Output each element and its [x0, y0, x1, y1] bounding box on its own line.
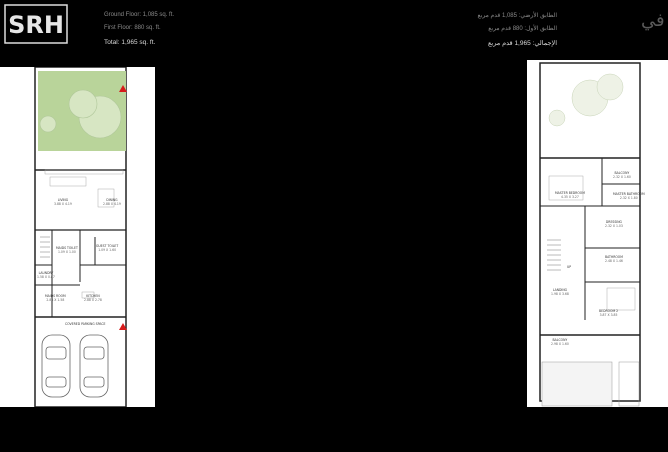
total-area-ar: الإجمالي: 1,965 قدم مربع: [487, 40, 557, 47]
ground-floor-sheet: [0, 67, 155, 407]
room-label: BALCONY 2.32 X 1.60: [613, 171, 631, 179]
room-label: KITCHEN 2.88 X 2.78: [84, 294, 102, 302]
staircase: [40, 237, 50, 257]
stair-direction-label: UP: [567, 265, 572, 269]
car-icon: [42, 335, 70, 397]
bed: [607, 288, 635, 310]
staircase: [547, 240, 561, 270]
ground-floor-area-ar: الطابق الأرضي: 1,085 قدم مربع: [477, 13, 557, 19]
room-label: LAUNDRY 1.58 X 0.87: [37, 271, 55, 279]
room-label: BEDROOM 2 3.87 X 3.85: [599, 309, 619, 317]
first-floor-area-ar: الطابق الأول: 880 قدم مربع: [488, 26, 557, 32]
first-floor-area: First Floor: 880 sq. ft.: [104, 25, 161, 31]
room-label: MASTER BATHROOM 2.32 X 1.80: [613, 192, 645, 200]
garden-tree: [40, 116, 56, 132]
room-label: LIVING 3.88 X 4.19: [54, 198, 72, 206]
room-label: LANDING 1.98 X 3.68: [551, 288, 569, 296]
room-label: GUEST TOILET 1.09 X 1.60: [96, 244, 119, 252]
room-label: MAIDS TOILET 1.09 X 1.00: [56, 246, 78, 254]
room-label: MAIDS ROOM 2.88 X 1.58: [45, 294, 66, 302]
brand-logo: [4, 4, 68, 44]
ground-floor-plan: [0, 67, 155, 407]
room-label: DRESSING 2.32 X 1.03: [605, 220, 623, 228]
car-icon: [80, 335, 108, 397]
garden-tree: [69, 90, 97, 118]
sofa: [50, 177, 86, 186]
room-label: DINING 2.88 X 4.19: [103, 198, 121, 206]
first-floor-plan: [527, 60, 668, 407]
arabic-heading: في: [641, 10, 665, 31]
total-area: Total: 1,965 sq. ft.: [104, 39, 156, 46]
ground-floor-area: Ground Floor: 1,085 sq. ft.: [104, 12, 175, 18]
room-label: MASTER BEDROOM 4.35 X 3.27: [555, 191, 585, 199]
room-label: COVERED PARKING SPACE: [65, 322, 106, 326]
first-floor-sheet: [527, 60, 668, 407]
svg-text:SRH: SRH: [8, 11, 64, 39]
room-label: BATHROOM 2.48 X 1.46: [605, 255, 623, 263]
room-label: BALCONY 2.98 X 1.60: [551, 338, 569, 346]
